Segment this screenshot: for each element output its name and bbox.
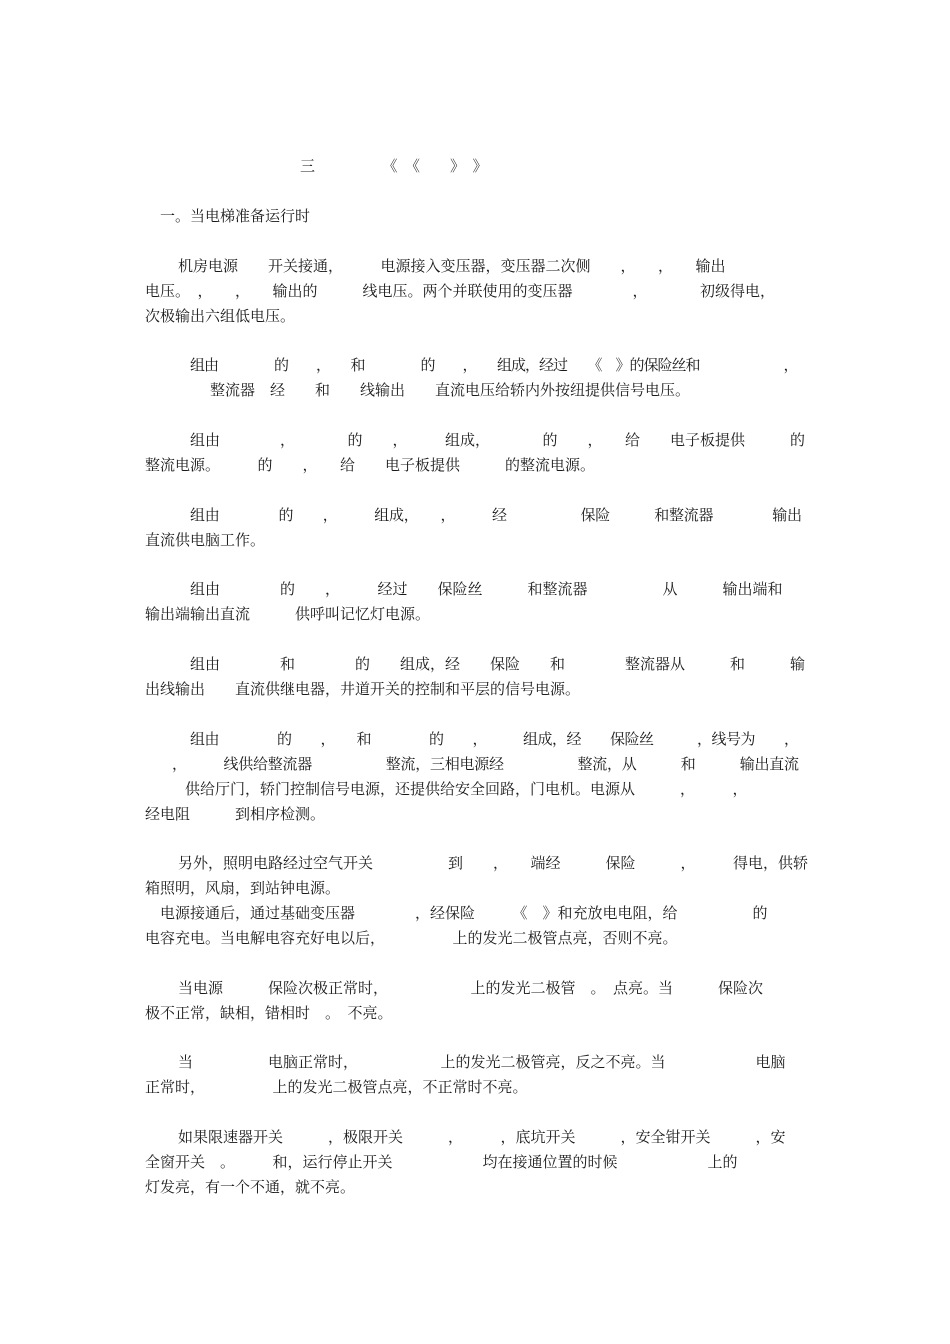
paragraph-8-line-2: 箱照明，风扇，到站钟电源。 (145, 879, 341, 897)
paragraph-12-line-2: 全窗开关 。 和，运行停止开关 均在接通位置的时候 上的 (145, 1153, 738, 1171)
paragraph-3-line-1: 组由 ， 的 ， 组成， 的 ， 给 电子板提供 的 (190, 431, 806, 449)
paragraph-3-line-2: 整流电源。 的 ， 给 电子板提供 的整流电源。 (145, 456, 596, 474)
paragraph-9-line-1: 电源接通后，通过基础变压器 ，经保险 《 》和充放电电阻，给 的 (160, 904, 768, 922)
paragraph-1-line-1: 机房电源 开关接通， 电源接入变压器，变压器二次侧 ， ， 输出 (178, 257, 726, 275)
paragraph-5-line-1: 组由 的 ， 经过 保险丝 和整流器 从 输出端和 (190, 580, 783, 598)
paragraph-7-line-2: ， 线供给整流器 整流，三相电源经 整流，从 和 输出直流 (172, 755, 799, 773)
paragraph-6-line-1: 组由 和 的 组成，经 保险 和 整流器从 和 输 (190, 655, 806, 673)
paragraph-7-line-1: 组由 的 ， 和 的 ， 组成，经 保险丝 ，线号为 ， (190, 730, 799, 748)
paragraph-2-line-1: 组由 的 ， 和 的 ， 组成，经过 《 》的保险丝和 ， (190, 356, 798, 374)
paragraph-9-line-2: 电容充电。当电解电容充好电以后， 上的发光二极管点亮，否则不亮。 (145, 929, 678, 947)
paragraph-4-line-2: 直流供电脑工作。 (145, 531, 266, 549)
paragraph-10-line-2: 极不正常，缺相，错相时 。 不亮。 (145, 1004, 393, 1022)
paragraph-7-line-4: 经电阻 到相序检测。 (145, 805, 326, 823)
paragraph-4-line-1: 组由 的 ， 组成， ， 经 保险 和整流器 输出 (190, 506, 802, 524)
paragraph-6-line-2: 出线输出 直流供继电器，井道开关的控制和平层的信号电源。 (145, 680, 581, 698)
paragraph-1-line-2: 电压。 ， ， 输出的 线电压。两个并联使用的变压器 ， 初级得电， (145, 282, 776, 300)
paragraph-11-line-1: 当 电脑正常时， 上的发光二极管亮，反之不亮。当 电脑 (178, 1053, 786, 1071)
paragraph-12-line-1: 如果限速器开关 ，极限开关 ， ，底坑开关 ，安全钳开关 ，安 (178, 1128, 786, 1146)
paragraph-10-line-1: 当电源 保险次极正常时， 上的发光二极管 。 点亮。当 保险次 (178, 979, 764, 997)
document-title: 三 《 《 》 》 (300, 157, 488, 175)
paragraph-2-line-2: 整流器 经 和 线输出 直流电压给轿内外按纽提供信号电压。 (210, 381, 691, 399)
paragraph-8-line-1: 另外，照明电路经过空气开关 到 ， 端经 保险 ， 得电，供轿 (178, 854, 809, 872)
paragraph-12-line-3: 灯发亮，有一个不通，就不亮。 (145, 1178, 356, 1196)
paragraph-11-line-2: 正常时， 上的发光二极管点亮，不正常时不亮。 (145, 1078, 528, 1096)
paragraph-1-line-3: 次极输出六组低电压。 (145, 307, 296, 325)
paragraph-5-line-2: 输出端输出直流 供呼叫记忆灯电源。 (145, 605, 431, 623)
section-heading: 一。当电梯准备运行时 (160, 207, 311, 225)
paragraph-7-line-3: 供给厅门，轿门控制信号电源，还提供给安全回路，门电机。电源从 ， ， (185, 780, 748, 798)
